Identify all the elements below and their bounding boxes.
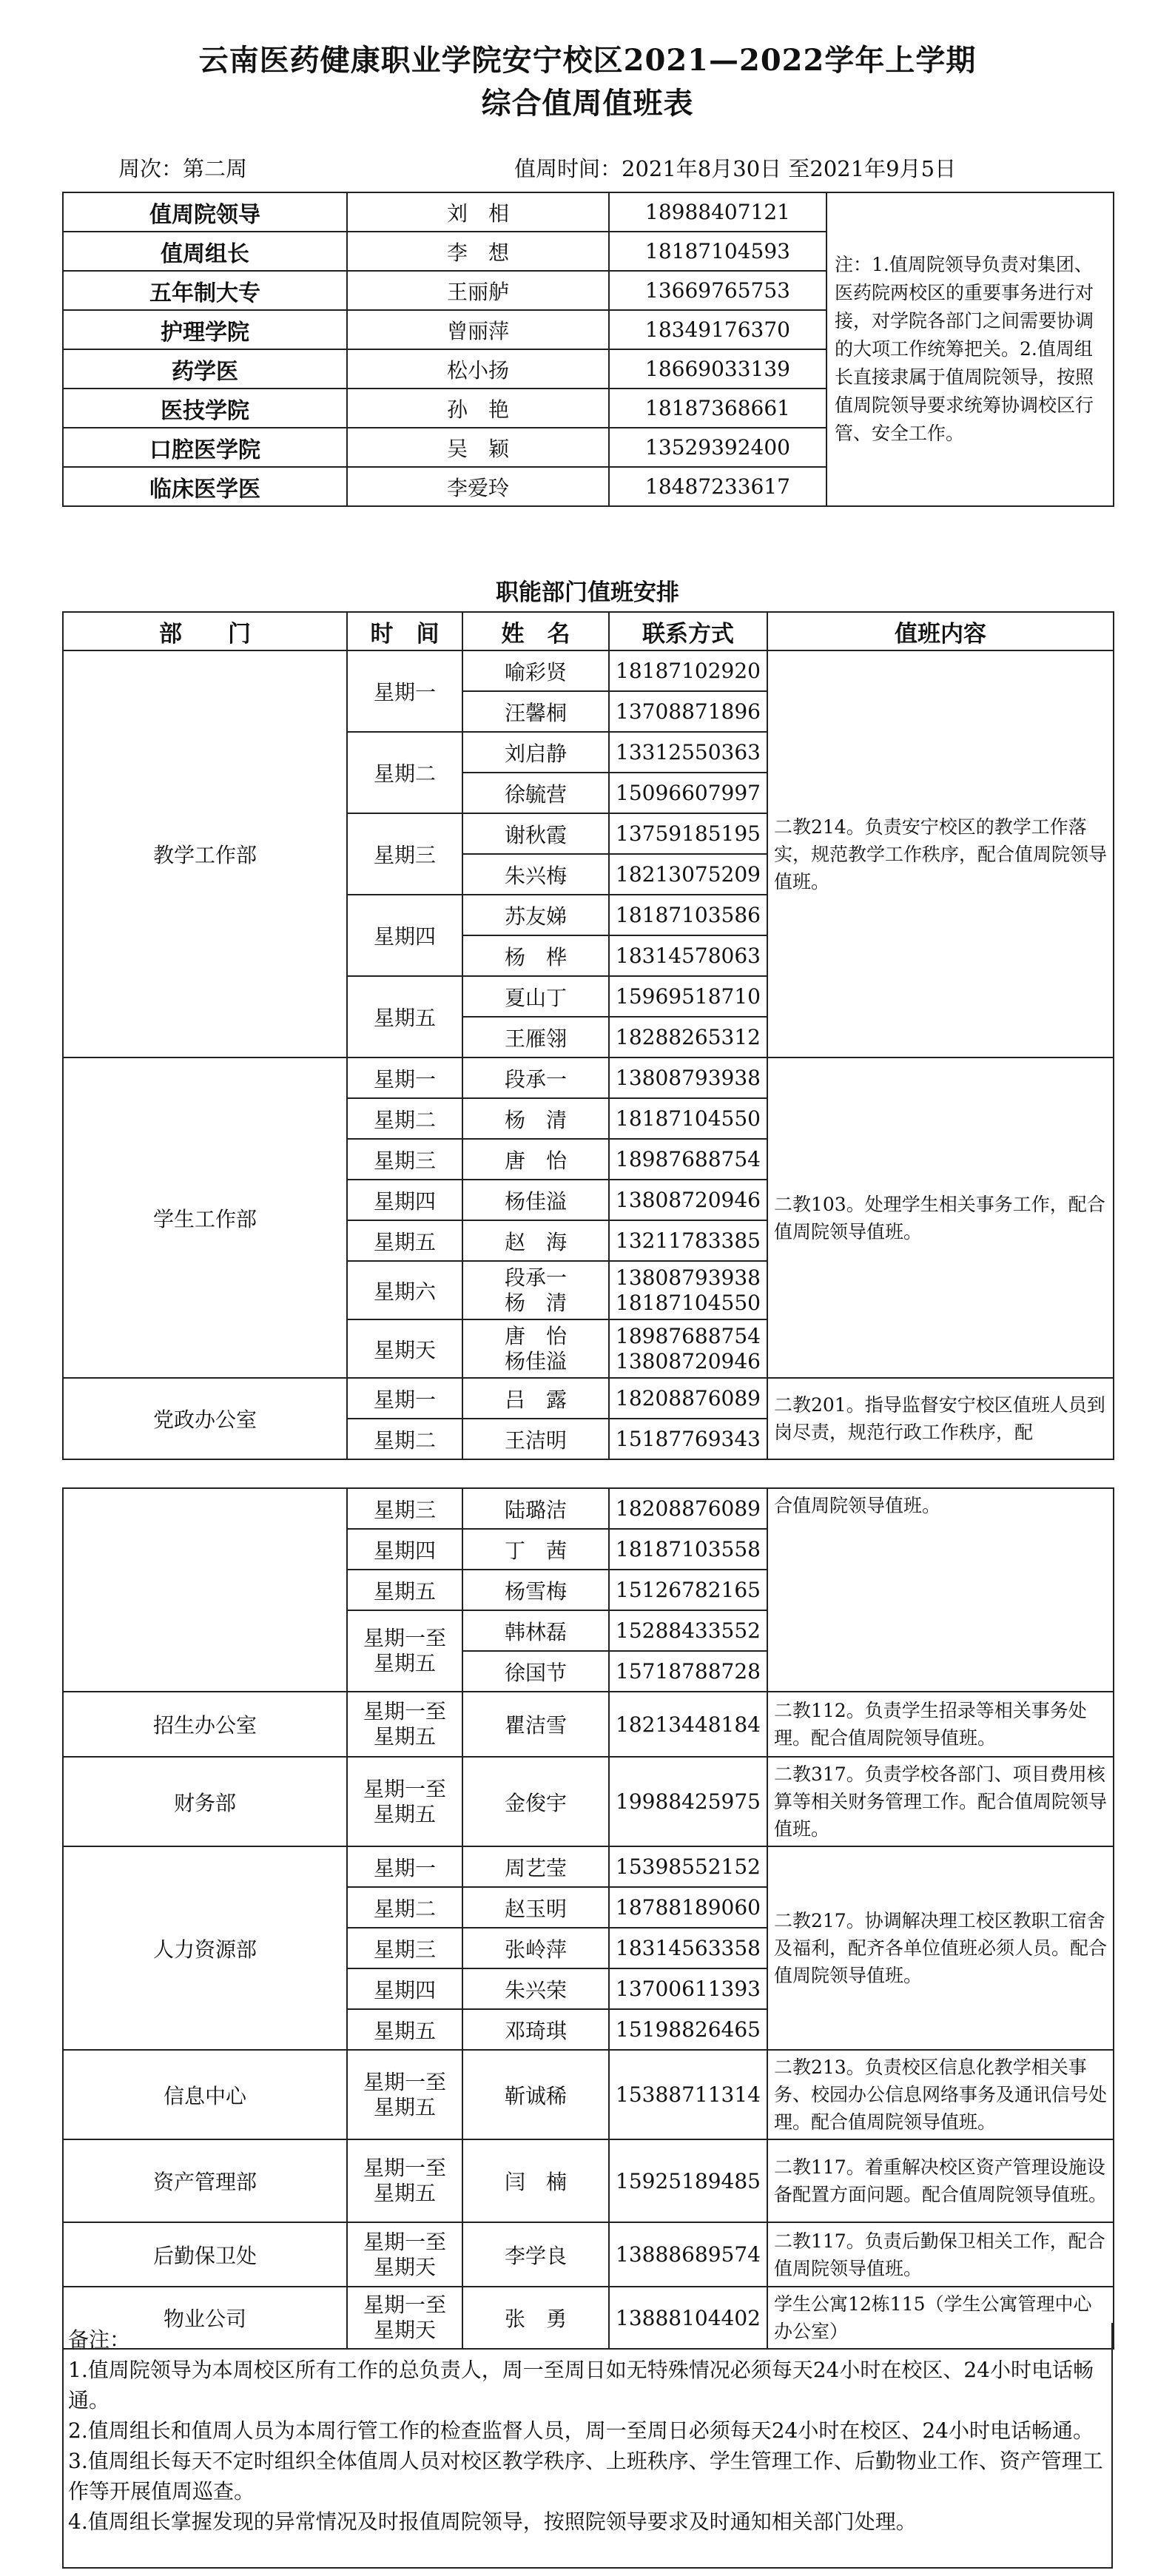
dept-student: 学生工作部 [63, 1057, 347, 1378]
duty-day: 星期四 [347, 1180, 462, 1220]
dept-teaching: 教学工作部 [63, 650, 347, 1057]
duty-name: 徐毓营 [462, 773, 609, 813]
leader-name: 孙 艳 [347, 389, 609, 428]
duty-table-part1 [62, 611, 1114, 1460]
remark-item-4: 4.值周组长掌握发现的异常情况及时报值周院领导，按照院领导要求及时通知相关部门处理。 [68, 2509, 917, 2534]
duty-phone: 18187102920 [609, 650, 767, 691]
duty-phone: 18208876089 [609, 1378, 767, 1419]
duty-day: 星期四 [347, 895, 462, 976]
duty-table-part2 [62, 1487, 1114, 2350]
duty-name: 杨佳溢 [462, 1180, 609, 1220]
duty-day: 星期二 [347, 1419, 462, 1459]
duty-content-assets: 二教117。着重解决校区资产管理设施设备配置方面问题。配合值周院领导值班。 [767, 2139, 1114, 2222]
duty-content-party-continued: 合值周院领导值班。 [767, 1488, 1114, 1692]
duty-phone: 18187104550 [609, 1098, 767, 1139]
duty-name-line2: 杨佳溢 [504, 1348, 567, 1373]
duty-day: 星期五 [347, 2009, 462, 2050]
duty-name: 丁 茜 [462, 1529, 609, 1570]
duty-phone: 18288265312 [609, 1017, 767, 1057]
duty-phone: 15398552152 [609, 1846, 767, 1887]
duty-name-line2: 杨 清 [504, 1290, 567, 1315]
duty-day-range-line2: 星期五 [373, 2181, 436, 2205]
duty-name: 徐国节 [462, 1651, 609, 1692]
dept-logistics: 后勤保卫处 [63, 2222, 347, 2287]
duty-name: 杨 桦 [462, 935, 609, 976]
duty-name: 唐 怡 [462, 1139, 609, 1180]
leader-phone: 13669765753 [609, 271, 826, 310]
duty-day: 星期一 [347, 1057, 462, 1098]
document-title-line1: 云南医药健康职业学院安宁校区2021—2022学年上学期 [198, 43, 977, 78]
leader-name: 王丽舻 [347, 271, 609, 310]
duty-day-range [347, 2050, 462, 2139]
duty-day: 星期二 [347, 1098, 462, 1139]
duty-day-range [347, 2222, 462, 2287]
duty-phone: 15126782165 [609, 1570, 767, 1610]
duty-phone: 18314578063 [609, 935, 767, 976]
leader-note: 注：1.值周院领导负责对集团、医药院两校区的重要事务进行对接，对学院各部门之间需要协调的大项工作统筹把关。2.值周组长直接隶属于值周院领导，按照值周院领导要求统筹协调校区行管、安全工作。 [826, 192, 1114, 506]
duty-day-range-line2: 星期五 [373, 1801, 436, 1826]
duty-time: 值周时间：2021年8月30日 至2021年9月5日 [514, 156, 957, 181]
duty-name: 朱兴梅 [462, 854, 609, 895]
duty-content-teaching: 二教214。负责安宁校区的教学工作落实，规范教学工作秩序，配合值周院领导值班。 [767, 650, 1114, 1057]
duty-content-student: 二教103。处理学生相关事务工作，配合值周院领导值班。 [767, 1057, 1114, 1378]
duty-name: 朱兴荣 [462, 1968, 609, 2009]
leader-role: 值周组长 [63, 232, 347, 271]
duty-day-range [347, 1610, 462, 1692]
table-row [63, 2139, 1114, 2222]
remark-item-2: 2.值周组长和值周人员为本周行管工作的检查监督人员，周一至周日必须每天24小时在校区、24小时电话畅通。 [68, 2418, 1094, 2443]
duty-phone: 18187103586 [609, 895, 767, 935]
duty-day-range-line2: 星期天 [373, 2254, 436, 2279]
duty-day: 星期五 [347, 1220, 462, 1261]
duty-phone: 18788189060 [609, 1887, 767, 1928]
duty-day-range [347, 1692, 462, 1757]
duty-day: 星期五 [347, 1570, 462, 1610]
remark-item-3: 3.值周组长每天不定时组织全体值周人员对校区教学秩序、上班秩序、学生管理工作、后勤物业工作、资产管理工作等开展值周巡查。 [68, 2449, 1103, 2503]
duty-content-hr: 二教217。协调解决理工校区教职工宿舍及福利，配齐各单位值班必须人员。配合值周院领导值班。 [767, 1846, 1114, 2050]
leader-role: 五年制大专 [63, 271, 347, 310]
duty-phone: 13211783385 [609, 1220, 767, 1261]
duty-day: 星期四 [347, 1529, 462, 1570]
duty-day: 星期五 [347, 976, 462, 1057]
table-row [63, 2050, 1114, 2139]
header-content: 值班内容 [767, 612, 1114, 650]
duty-phone: 15198826465 [609, 2009, 767, 2050]
duty-phone: 15718788728 [609, 1651, 767, 1692]
header-contact: 联系方式 [609, 612, 767, 650]
duty-name: 韩林磊 [462, 1610, 609, 1651]
duty-name: 周艺莹 [462, 1846, 609, 1887]
duty-day-range [347, 2139, 462, 2222]
leader-phone: 18187368661 [609, 389, 826, 428]
duty-day: 星期二 [347, 1887, 462, 1928]
duty-phone: 13708871896 [609, 691, 767, 732]
section-title: 职能部门值班安排 [496, 579, 679, 606]
remarks [62, 2323, 1113, 2569]
leader-role: 口腔医学院 [63, 428, 347, 467]
dept-admission: 招生办公室 [63, 1692, 347, 1757]
duty-day-range-line2: 星期五 [373, 1651, 436, 1675]
duty-name: 李学良 [462, 2222, 609, 2287]
leader-phone: 13529392400 [609, 428, 826, 467]
duty-name: 杨 清 [462, 1098, 609, 1139]
duty-name: 杨雪梅 [462, 1570, 609, 1610]
duty-name: 谢秋霞 [462, 813, 609, 854]
duty-day-range [347, 1757, 462, 1846]
leader-phone: 18669033139 [609, 349, 826, 389]
duty-content-logistics: 二教117。负责后勤保卫相关工作，配合值周院领导值班。 [767, 2222, 1114, 2287]
leader-name: 松小扬 [347, 349, 609, 389]
table-row [63, 1378, 1114, 1419]
duty-phone: 13888689574 [609, 2222, 767, 2287]
table-row [63, 1057, 1114, 1098]
leader-name: 李 想 [347, 232, 609, 271]
leader-name: 吴 颖 [347, 428, 609, 467]
duty-name: 靳诚稀 [462, 2050, 609, 2139]
leader-name: 李爱玲 [347, 467, 609, 506]
duty-name-line1: 段承一 [504, 1265, 567, 1290]
duty-day: 星期三 [347, 813, 462, 895]
duty-content-admission: 二教112。负责学生招录等相关事务处理。配合值周院领导值班。 [767, 1692, 1114, 1757]
duty-day: 星期一 [347, 1846, 462, 1887]
duty-day-range-line1: 星期一至 [363, 2229, 446, 2254]
duty-phone: 13808720946 [609, 1180, 767, 1220]
duty-name: 夏山丁 [462, 976, 609, 1017]
header-name: 姓 名 [462, 612, 609, 650]
duty-name: 赵 海 [462, 1220, 609, 1261]
leaders-table [62, 192, 1114, 507]
leader-name: 刘 相 [347, 192, 609, 232]
duty-day: 星期一 [347, 1378, 462, 1419]
duty-phone: 13700611393 [609, 1968, 767, 2009]
duty-day: 星期二 [347, 732, 462, 813]
duty-name-line1: 唐 怡 [504, 1323, 567, 1348]
duty-phone: 15969518710 [609, 976, 767, 1017]
duty-content-finance: 二教317。负责学校各部门、项目费用核算等相关财务管理工作。配合值周院领导值班。 [767, 1757, 1114, 1846]
duty-phone: 13888104402 [609, 2287, 767, 2349]
duty-day: 星期六 [347, 1261, 462, 1319]
duty-name: 金俊宇 [462, 1757, 609, 1846]
leader-phone: 18988407121 [609, 192, 826, 232]
duty-phone: 13808793938 [609, 1057, 767, 1098]
week-label: 周次：第二周 [118, 156, 248, 181]
duty-name: 刘启静 [462, 732, 609, 773]
table-row [63, 1757, 1114, 1846]
table-row [63, 1692, 1114, 1757]
table-row [63, 1846, 1114, 1887]
duty-name: 陆璐洁 [462, 1488, 609, 1529]
duty-phone: 15288433552 [609, 1610, 767, 1651]
duty-day: 星期三 [347, 1488, 462, 1529]
duty-content-property: 学生公寓12栋115（学生公寓管理中心办公室） [767, 2287, 1114, 2349]
duty-name: 邓琦琪 [462, 2009, 609, 2050]
header-time: 时 间 [347, 612, 462, 650]
duty-name: 王洁明 [462, 1419, 609, 1459]
table-row [63, 650, 1114, 691]
dept-info: 信息中心 [63, 2050, 347, 2139]
dept-assets: 资产管理部 [63, 2139, 347, 2222]
duty-phone: 18208876089 [609, 1488, 767, 1529]
duty-phone: 18187103558 [609, 1529, 767, 1570]
table-row [63, 1488, 1114, 1529]
remarks-heading: 备注： [68, 2327, 131, 2352]
duty-day: 星期四 [347, 1968, 462, 2009]
duty-name: 闫 楠 [462, 2139, 609, 2222]
duty-name: 张 勇 [462, 2287, 609, 2349]
duty-day-range-line2: 星期五 [373, 1724, 436, 1749]
document-title-line2: 综合值周值班表 [481, 86, 694, 121]
leader-role: 药学医 [63, 349, 347, 389]
duty-content-party: 二教201。指导监督安宁校区值班人员到岗尽责，规范行政工作秩序，配 [767, 1378, 1114, 1459]
duty-name: 王雁翎 [462, 1017, 609, 1057]
dept-finance: 财务部 [63, 1757, 347, 1846]
duty-name: 汪馨桐 [462, 691, 609, 732]
duty-phone: 18314563358 [609, 1928, 767, 1968]
duty-phone-line1: 18987688754 [616, 1323, 761, 1348]
duty-phone [609, 1261, 767, 1319]
duty-phone [609, 1319, 767, 1378]
leader-role: 临床医学医 [63, 467, 347, 506]
duty-name: 苏友娣 [462, 895, 609, 935]
duty-day-range-line1: 星期一至 [363, 2293, 446, 2317]
duty-content-info: 二教213。负责校区信息化教学相关事务、校园办公信息网络事务及通讯信号处理。配合值周院领导值班。 [767, 2050, 1114, 2139]
duty-phone: 15388711314 [609, 2050, 767, 2139]
leader-phone: 18349176370 [609, 310, 826, 349]
duty-day: 星期三 [347, 1139, 462, 1180]
dept-party-continued [63, 1488, 347, 1692]
duty-phone-line1: 13808793938 [616, 1265, 761, 1290]
duty-phone: 15925189485 [609, 2139, 767, 2222]
duty-day-range-line1: 星期一至 [363, 1626, 446, 1650]
duty-name [462, 1261, 609, 1319]
table-row [63, 192, 1114, 232]
leader-phone: 18487233617 [609, 467, 826, 506]
duty-name: 喻彩贤 [462, 650, 609, 691]
duty-day-range-line2: 星期天 [373, 2318, 436, 2342]
dept-property: 物业公司 [63, 2287, 347, 2349]
duty-phone: 13312550363 [609, 732, 767, 773]
duty-day-range-line2: 星期五 [373, 2094, 436, 2119]
duty-day: 星期一 [347, 650, 462, 732]
duty-day-range-line1: 星期一至 [363, 2156, 446, 2180]
leader-role: 值周院领导 [63, 192, 347, 232]
duty-phone: 18213448184 [609, 1692, 767, 1757]
duty-phone: 18213075209 [609, 854, 767, 895]
duty-day: 星期三 [347, 1928, 462, 1968]
leader-role: 护理学院 [63, 310, 347, 349]
duty-day-range-line1: 星期一至 [363, 2069, 446, 2094]
duty-phone-line2: 18187104550 [616, 1290, 761, 1315]
duty-name: 张岭萍 [462, 1928, 609, 1968]
duty-phone: 13759185195 [609, 813, 767, 854]
leader-name: 曾丽萍 [347, 310, 609, 349]
duty-name: 吕 露 [462, 1378, 609, 1419]
table-row [63, 2222, 1114, 2287]
leader-role: 医技学院 [63, 389, 347, 428]
duty-phone: 15187769343 [609, 1419, 767, 1459]
duty-name [462, 1319, 609, 1378]
duty-day-range-line1: 星期一至 [363, 1776, 446, 1801]
dept-party: 党政办公室 [63, 1378, 347, 1459]
duty-phone: 19988425975 [609, 1757, 767, 1846]
remark-item-1: 1.值周院领导为本周校区所有工作的总负责人，周一至周日如无特殊情况必须每天24小时在校区、24小时电话畅通。 [68, 2358, 1094, 2412]
duty-name: 瞿洁雪 [462, 1692, 609, 1757]
duty-phone: 15096607997 [609, 773, 767, 813]
header-dept: 部 门 [63, 612, 347, 650]
leader-phone: 18187104593 [609, 232, 826, 271]
duty-name: 赵玉明 [462, 1887, 609, 1928]
duty-phone: 18987688754 [609, 1139, 767, 1180]
duty-phone-line2: 13808720946 [616, 1348, 761, 1373]
dept-hr: 人力资源部 [63, 1846, 347, 2050]
duty-day-range-line1: 星期一至 [363, 1699, 446, 1724]
duty-day: 星期天 [347, 1319, 462, 1378]
duty-name: 段承一 [462, 1057, 609, 1098]
